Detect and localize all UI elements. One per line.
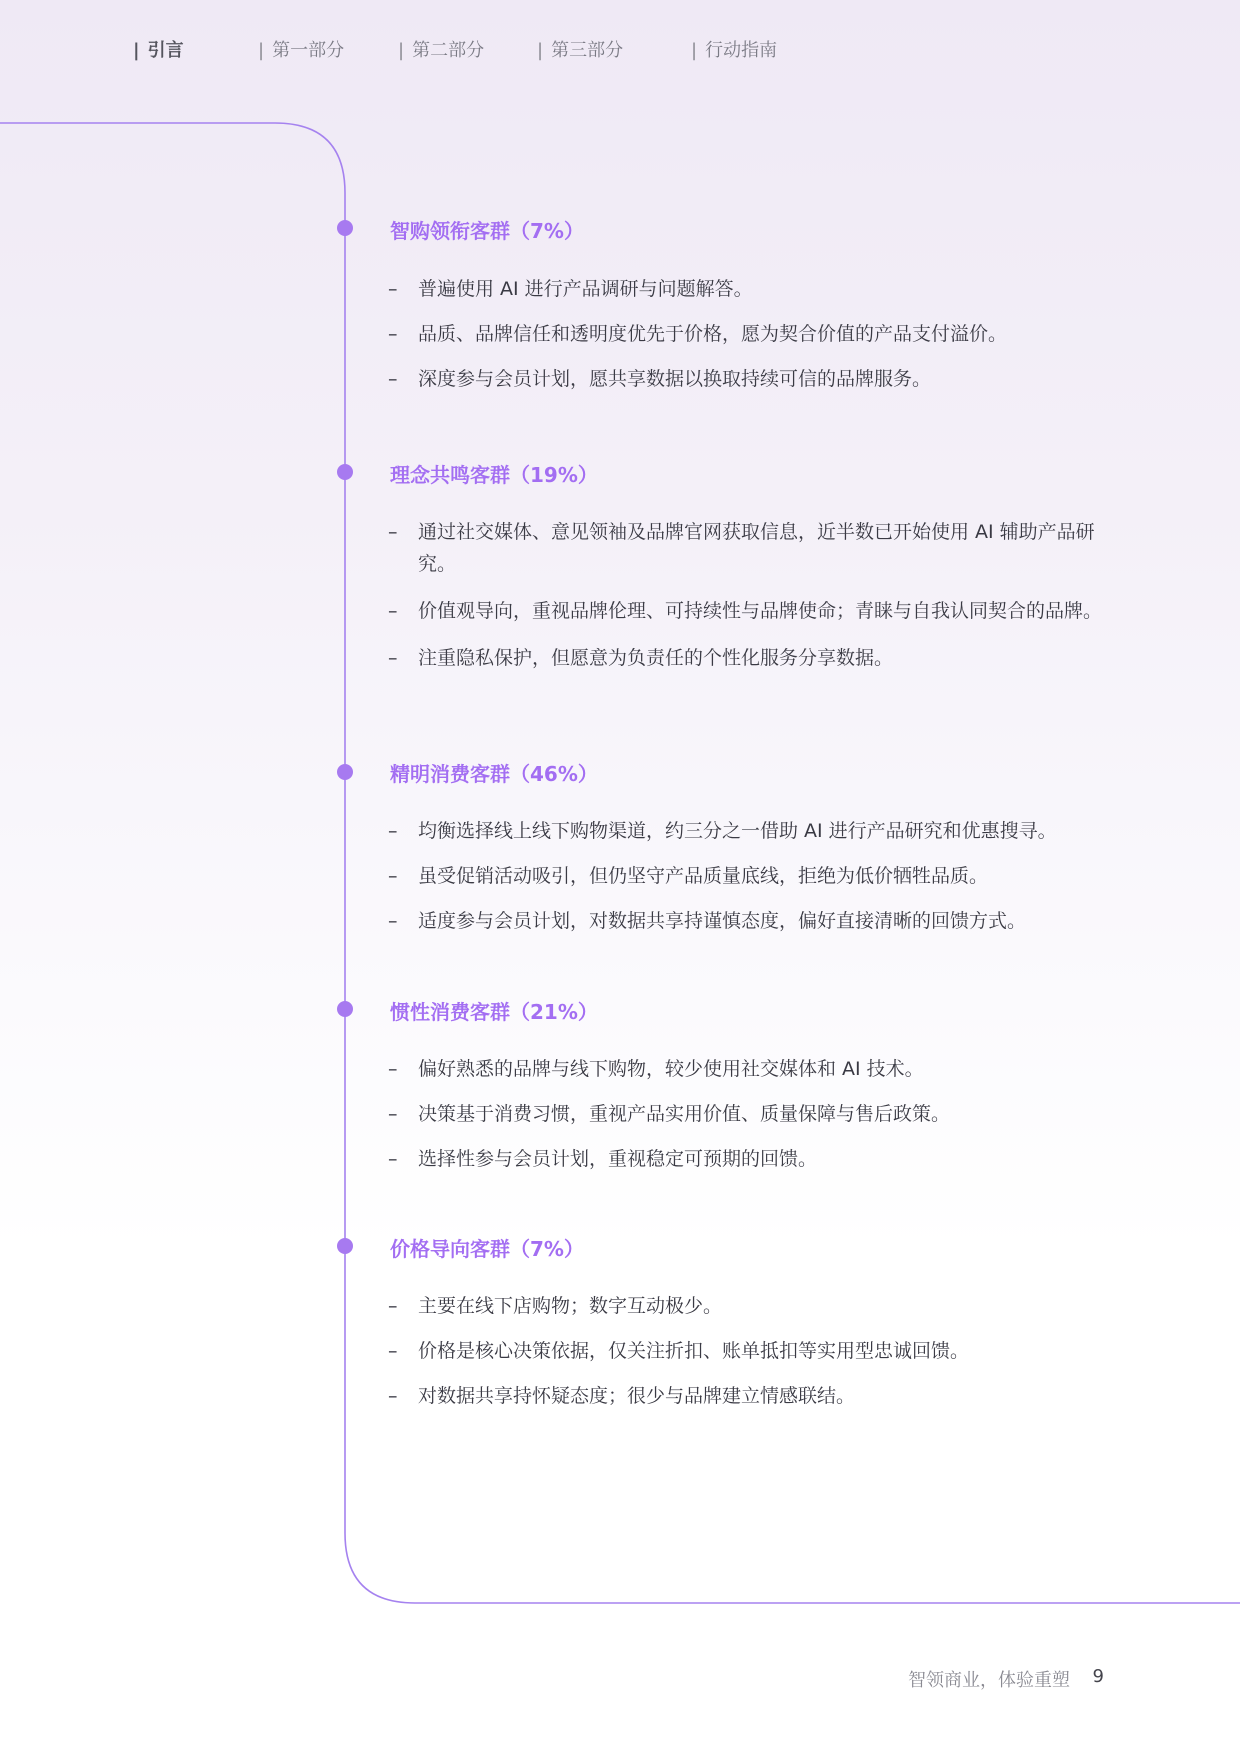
list-item — [388, 1380, 1113, 1412]
list-item-text: 主要在线下店购物；数字互动极少。 — [418, 1295, 723, 1317]
nav-divider-icon: | — [133, 40, 140, 61]
list-item-text: 注重隐私保护，但愿意为负责任的个性化服务分享数据。 — [418, 647, 894, 669]
list-item-text: 虽受促销活动吸引，但仍坚守产品质量底线，拒绝为低价牺牲品质。 — [418, 865, 989, 887]
segment-bullet-list — [388, 516, 1113, 692]
list-item — [388, 815, 1113, 847]
segment-bullet-list — [388, 1290, 1113, 1430]
segment-bullet-list — [388, 815, 1113, 955]
nav-item-part-three[interactable] — [537, 36, 623, 62]
nav-divider-icon: | — [398, 40, 405, 61]
list-item — [388, 318, 1113, 350]
nav-item-label: 第一部分 — [272, 40, 345, 61]
list-item-text: 选择性参与会员计划，重视稳定可预期的回馈。 — [418, 1148, 818, 1170]
dash-marker: – — [388, 820, 398, 842]
list-item-text: 普遍使用 AI 进行产品调研与问题解答。 — [418, 278, 753, 300]
list-item — [388, 905, 1113, 937]
timeline-dot-icon — [337, 764, 353, 780]
page-footer — [0, 1666, 1240, 1696]
list-item-text: 通过社交媒体、意见领袖及品牌官网获取信息，近半数已开始使用 AI 辅助产品研究。 — [418, 521, 1095, 575]
list-item-text: 价值观导向，重视品牌伦理、可持续性与品牌使命；青睐与自我认同契合的品牌。 — [418, 600, 1103, 622]
dash-marker: – — [388, 865, 398, 887]
dash-marker: – — [388, 1058, 398, 1080]
nav-item-part-one[interactable] — [258, 36, 344, 62]
dash-marker: – — [388, 1148, 398, 1170]
dash-marker: – — [388, 278, 398, 300]
list-item-text: 对数据共享持怀疑态度；很少与品牌建立情感联结。 — [418, 1385, 856, 1407]
list-item-text: 品质、品牌信任和透明度优先于价格，愿为契合价值的产品支付溢价。 — [418, 323, 1008, 345]
list-item — [388, 1335, 1113, 1367]
nav-item-label: 引言 — [147, 40, 184, 61]
dash-marker: – — [388, 910, 398, 932]
list-item — [388, 1290, 1113, 1322]
dash-marker: – — [388, 323, 398, 345]
list-item — [388, 1098, 1113, 1130]
list-item-text: 深度参与会员计划，愿共享数据以换取持续可信的品牌服务。 — [418, 368, 932, 390]
nav-item-part-two[interactable] — [398, 36, 484, 62]
nav-item-intro[interactable] — [133, 36, 184, 62]
segment-title: 理念共鸣客群（19%） — [390, 463, 598, 487]
segment-bullet-list — [388, 1053, 1113, 1193]
dash-marker: – — [388, 1295, 398, 1317]
list-item-text: 均衡选择线上线下购物渠道，约三分之一借助 AI 进行产品研究和优惠搜寻。 — [418, 820, 1057, 842]
nav-divider-icon: | — [691, 40, 698, 61]
dash-marker: – — [388, 521, 398, 543]
dash-marker: – — [388, 1103, 398, 1125]
segment-title: 精明消费客群（46%） — [390, 762, 598, 786]
timeline-dot-icon — [337, 1001, 353, 1017]
nav-item-action-guide[interactable] — [691, 36, 777, 62]
dash-marker: – — [388, 647, 398, 669]
list-item — [388, 642, 1113, 674]
dash-marker: – — [388, 1385, 398, 1407]
nav-item-label: 第三部分 — [551, 40, 624, 61]
dash-marker: – — [388, 368, 398, 390]
timeline-dot-icon — [337, 220, 353, 236]
list-item-text: 价格是核心决策依据，仅关注折扣、账单抵扣等实用型忠诚回馈。 — [418, 1340, 970, 1362]
list-item — [388, 1143, 1113, 1175]
timeline-dot-icon — [337, 464, 353, 480]
nav-item-label: 行动指南 — [705, 40, 778, 61]
timeline-dot-icon — [337, 1238, 353, 1254]
list-item-text: 决策基于消费习惯，重视产品实用价值、质量保障与售后政策。 — [418, 1103, 951, 1125]
segment-title: 智购领衔客群（7%） — [390, 219, 584, 243]
list-item — [388, 273, 1113, 305]
page-number: 9 — [1092, 1666, 1104, 1687]
nav-divider-icon: | — [258, 40, 265, 61]
list-item — [388, 363, 1113, 395]
list-item — [388, 860, 1113, 892]
nav-item-label: 第二部分 — [412, 40, 485, 61]
list-item — [388, 1053, 1113, 1085]
segment-bullet-list — [388, 273, 1113, 413]
dash-marker: – — [388, 600, 398, 622]
list-item — [388, 516, 1113, 580]
footer-report-title: 智领商业，体验重塑 — [908, 1670, 1070, 1691]
top-navigation — [0, 36, 1240, 66]
segment-title: 惯性消费客群（21%） — [390, 1000, 598, 1024]
dash-marker: – — [388, 1340, 398, 1362]
list-item-text: 适度参与会员计划，对数据共享持谨慎态度，偏好直接清晰的回馈方式。 — [418, 910, 1027, 932]
segment-title: 价格导向客群（7%） — [390, 1237, 584, 1261]
list-item-text: 偏好熟悉的品牌与线下购物，较少使用社交媒体和 AI 技术。 — [418, 1058, 924, 1080]
nav-divider-icon: | — [537, 40, 544, 61]
list-item — [388, 595, 1113, 627]
